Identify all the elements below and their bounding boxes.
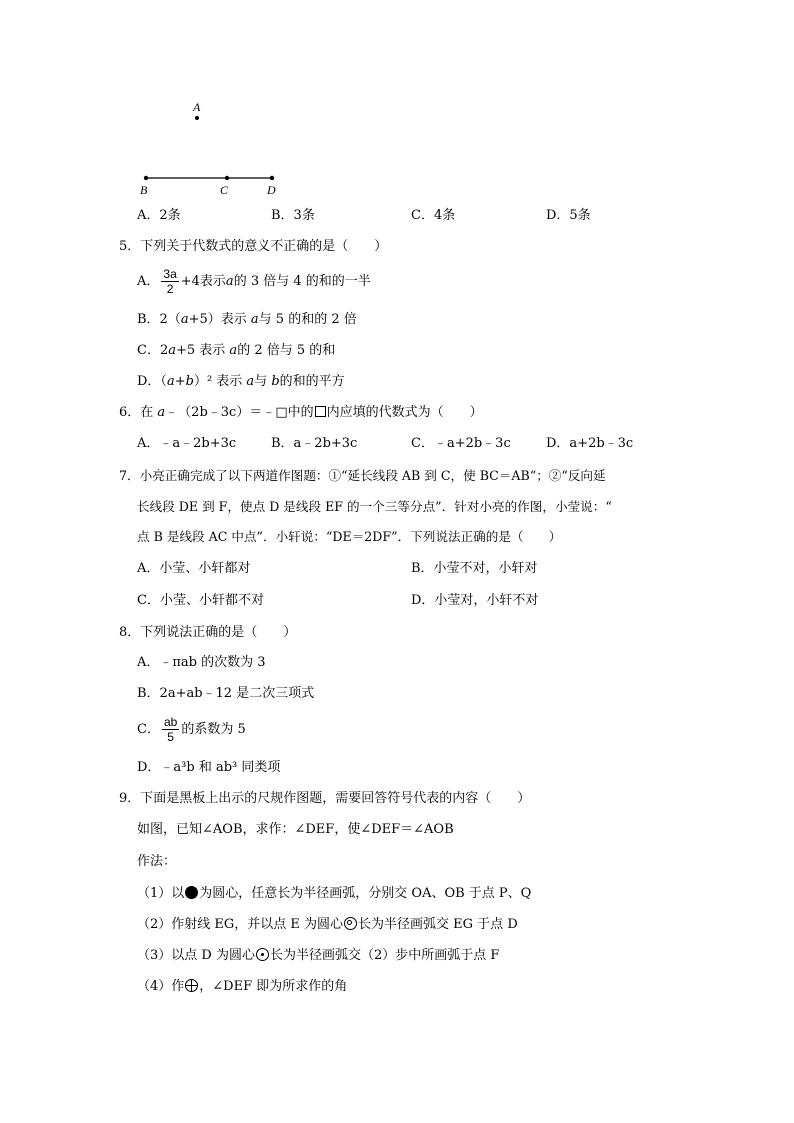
- circled-plus-icon: [185, 979, 198, 992]
- q5-option-c: C．2a+5 表示 a的 2 倍与 5 的和: [137, 343, 336, 358]
- q5-option-d: D．（a+b）² 表示 a与 b的和的平方: [137, 374, 345, 389]
- q9-step-2: （2）作射线 EG，并以点 E 为圆心 长为半径画弧交 EG 于点 D: [137, 917, 518, 932]
- blank-box-icon: [315, 406, 326, 417]
- q6-option-d: D．a+2b﹣3c: [546, 436, 634, 451]
- point-b-label: B: [140, 183, 148, 197]
- point-d-dot: [270, 176, 274, 180]
- q7-option-a: A．小莹、小轩都对: [137, 561, 251, 576]
- fraction-ab-over-5: $\frac{ab}{5}$: [163, 715, 178, 744]
- point-a-dot: [195, 116, 199, 120]
- q8-option-c: C． $\frac{ab}{5}$ 的系数为 5: [137, 715, 246, 744]
- q9-step-4: （4）作 ，∠DEF 即为所求作的角: [137, 979, 348, 994]
- q7-option-d: D．小莹对，小轩不对: [411, 593, 539, 608]
- point-c-label: C: [220, 183, 229, 197]
- q9-method-label: 作法：: [137, 854, 177, 869]
- dotted-circle-icon: [256, 948, 269, 961]
- q7-option-c: C．小莹、小轩都不对: [137, 593, 264, 608]
- q4-option-b: B．3条: [271, 208, 315, 223]
- solid-circle-icon: [185, 886, 198, 899]
- q7-option-b: B．小莹不对，小轩对: [411, 561, 538, 576]
- q6-option-a: A．﹣a﹣2b+3c: [137, 436, 237, 451]
- q5-stem: 5．下列关于代数式的意义不正确的是（ ）: [119, 239, 388, 254]
- q7-stem-line1: 7．小亮正确完成了以下两道作图题：①“延长线段 AB 到 C，使 BC＝AB“；②“反向延: [119, 468, 606, 483]
- q9-step-1: （1）以 为圆心，任意长为半径画弧，分别交 OA、OB 于点 P、Q: [137, 886, 532, 901]
- q4-option-a: A．2条: [137, 208, 181, 223]
- q6-stem: 6．在 a﹣（2b﹣3c）＝﹣□中的 内应填的代数式为（ ）: [119, 405, 483, 420]
- q9-step-3: （3）以点 D 为圆心 长为半径画弧交（2）步中所画弧于点 F: [137, 948, 500, 963]
- double-circle-icon: [344, 917, 357, 930]
- fraction-3a-over-2: $\frac{3a}{2}$: [163, 267, 177, 296]
- q7-stem-line3: 点 B 是线段 AC 中点”．小轩说：“DE＝2DF”．下列说法正确的是（ ）: [137, 529, 562, 544]
- point-b-dot: [144, 176, 148, 180]
- q6-option-b: B．a﹣2b+3c: [271, 436, 358, 451]
- point-d-label: D: [267, 183, 276, 197]
- q5-option-b: B．2（a+5）表示 a与 5 的和的 2 倍: [137, 312, 357, 327]
- q8-option-b: B．2a+ab﹣12 是二次三项式: [137, 686, 315, 701]
- q5-option-a: A． $\frac{3a}{2}$ +4表示a的 3 倍与 4 的和的一半: [137, 267, 371, 296]
- q4-option-c: C．4条: [411, 208, 456, 223]
- q4-option-d: D．5条: [546, 208, 591, 223]
- point-c-dot: [225, 176, 229, 180]
- q6-option-c: C．﹣a+2b﹣3c: [411, 436, 511, 451]
- q8-option-a: A．﹣πab 的次数为 3: [137, 655, 266, 670]
- q9-given: 如图，已知∠AOB，求作：∠DEF，使∠DEF＝∠AOB: [137, 822, 454, 837]
- q8-option-d: D．﹣a³b 和 ab³ 同类项: [137, 760, 281, 775]
- point-a-label: A: [193, 100, 201, 114]
- q8-stem: 8．下列说法正确的是（ ）: [119, 625, 297, 640]
- q7-stem-line2: 长线段 DE 到 F，使点 D 是线段 EF 的一个三等分点”．针对小亮的作图，小莹说：“: [137, 499, 612, 514]
- q9-stem: 9．下面是黑板上出示的尺规作图题，需要回答符号代表的内容（ ）: [119, 791, 531, 806]
